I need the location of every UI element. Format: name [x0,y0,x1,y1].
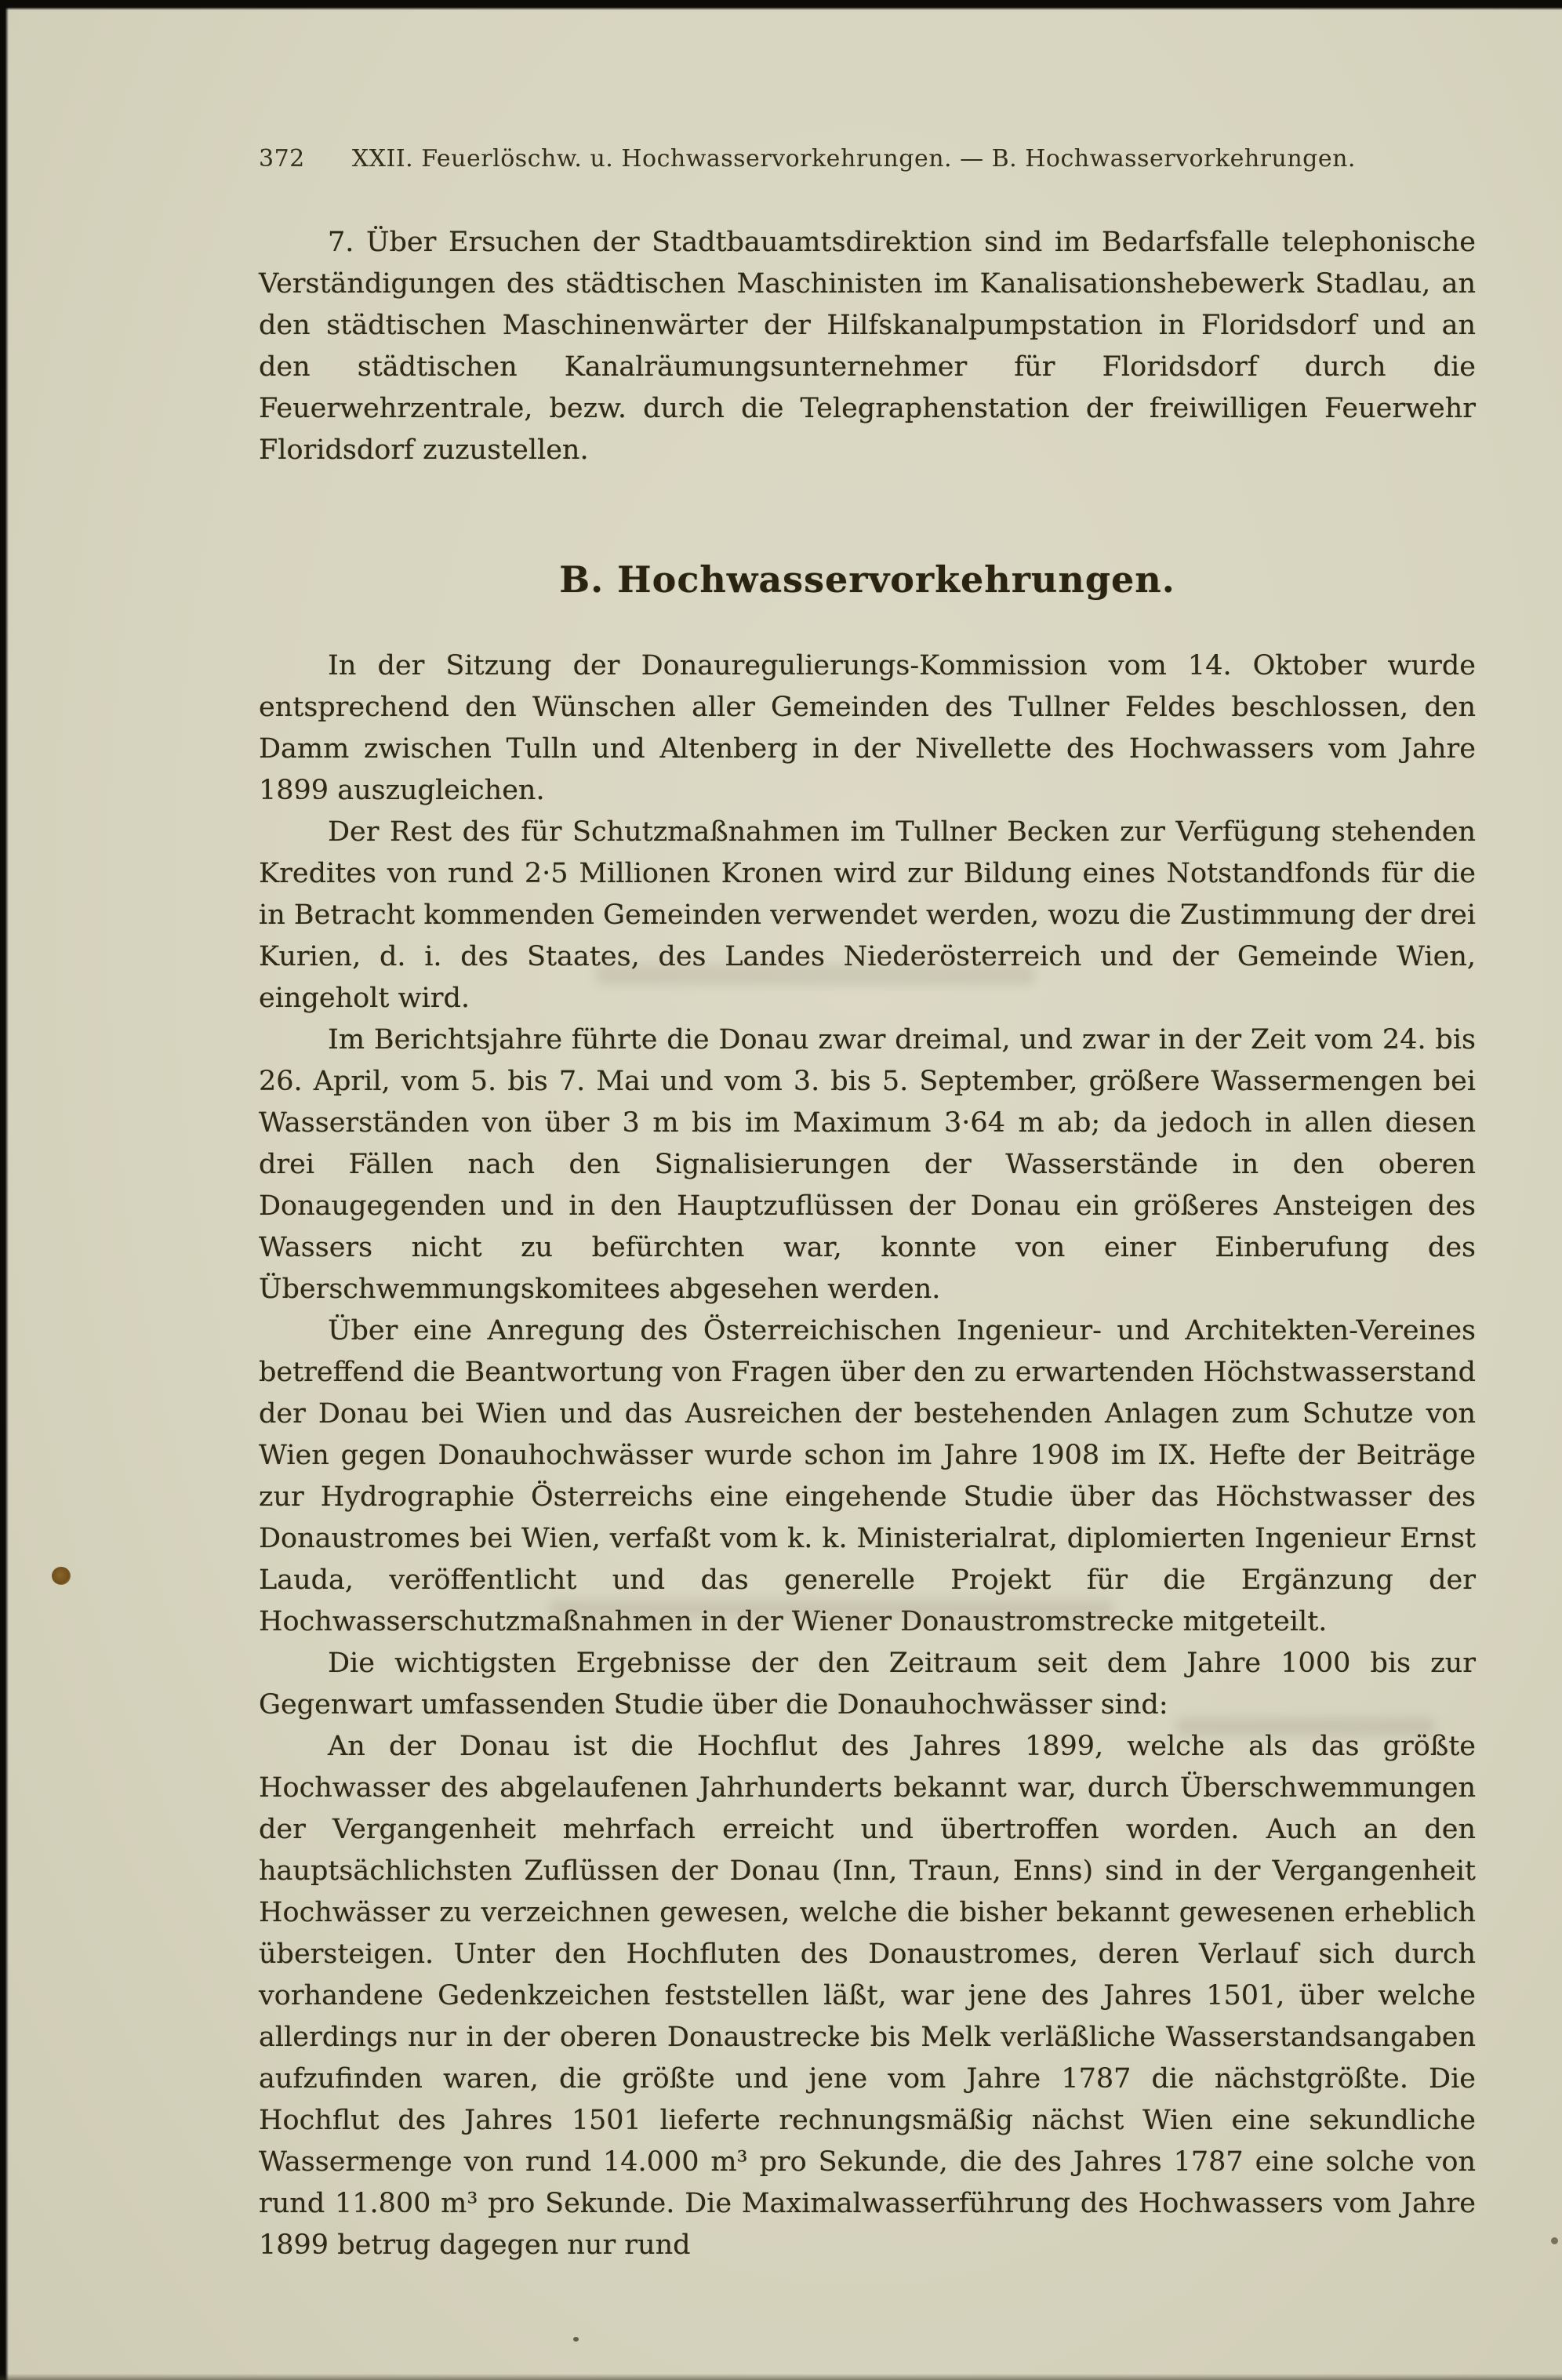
section-heading-hochwasservorkehrungen: B. Hochwasservorkehrungen. [559,558,1175,601]
page-number: 372 [259,145,305,173]
paragraph-ingenieur-verein-studie: Über eine Anregung des Österreichischen Ingenieur- und Architekten-Vereines betreffend die Beantwortung von Fragen über den zu erwartenden Höchstwasserstand der Donau bei Wien und das Ausreichen der bestehenden Anlagen zum Schutze von Wien gegen Donauhochwässer wurde schon im Jahre 1908 im IX. Hefte der Beiträge zur Hydrographie Österreichs eine eingehende Studie über das Höchstwasser des Donaustromes bei Wien, verfaßt vom k. k. Ministerialrat, diplomierten Ingenieur Ernst Lauda, veröffentlicht und das generelle Projekt für die Ergänzung der Hochwasserschutzmaßnahmen in der Wiener Donaustromstrecke mitgeteilt. [259,1315,1476,1637]
paper-speck [1551,2237,1558,2244]
paragraph-berichtsjahr-wasserstaende: Im Berichtsjahre führte die Donau zwar dreimal, und zwar in der Zeit vom 24. bis 26. April, vom 5. bis 7. Mai und vom 3. bis 5. September, größere Wassermengen bei Wasserständen von über 3 m bis im Maximum 3·64 m ab; da jedoch in allen diesen drei Fällen nach den Signalisierungen der Wasserstände in den oberen Donaugegenden und in den Hauptzuflüssen der Donau ein größeres Ansteigen des Wassers nicht zu befürchten war, konnte von einer Einberufung des Überschwemmungskomitees abgesehen werden. [259,1024,1476,1305]
paper-speck [573,2337,579,2342]
paragraph-fire-brigade-notice: 7. Über Ersuchen der Stadtbauamtsdirektion sind im Bedarfsfalle telephonische Verständigungen des städtischen Maschinisten im Kanalisationshebewerk Stadlau, an den städtischen Maschinenwärter der Hilfskanalpumpstation in Floridsdorf und an den städtischen Kanalräumungsunternehmer für Floridsdorf durch die Feuerwehrzentrale, bezw. durch die Telegraphenstation der freiwilligen Feuerwehr Floridsdorf zuzustellen. [259,227,1476,466]
scan-edge-left [0,0,9,2380]
scan-edge-bottom [0,2374,1562,2380]
paragraph-notstandfonds-kredit: Der Rest des für Schutzmaßnahmen im Tullner Becken zur Verfügung stehenden Kredites von rund 2·5 Millionen Kronen wird zur Bildung eines Notstandfonds für die in Betracht kommenden Gemeinden verwendet werden, wozu die Zustimmung der drei Kurien, d. i. des Staates, des Landes Niederösterreich und der Gemeinde Wien, eingeholt wird. [259,816,1476,1014]
page-content [259,144,1476,2266]
scan-edge-top [0,0,1562,10]
paragraph-studie-ergebnisse-intro: Die wichtigsten Ergebnisse der den Zeitraum seit dem Jahre 1000 bis zur Gegenwart umfassenden Studie über die Donauhochwässer sind: [259,1648,1476,1721]
paragraph-donauregulierung-sitzung: In der Sitzung der Donauregulierungs-Kommission vom 14. Oktober wurde entsprechend den Wünschen aller Gemeinden des Tullner Feldes beschlossen, den Damm zwischen Tulln und Altenberg in der Nivellette des Hochwassers vom Jahre 1899 auszugleichen. [259,650,1476,806]
running-header-title: XXII. Feuerlöschw. u. Hochwasservorkehrungen. — B. Hochwasservorkehrungen. [351,145,1356,173]
running-header [259,144,1476,175]
paper-stain-spot [52,1567,71,1585]
paragraph-hochfluten-geschichte: An der Donau ist die Hochflut des Jahres 1899, welche als das größte Hochwasser des abgelaufenen Jahrhunderts bekannt war, durch Überschwemmungen der Vergangenheit mehrfach erreicht und übertroffen worden. Auch an den hauptsächlichsten Zuflüssen der Donau (Inn, Traun, Enns) sind in der Vergangenheit Hochwässer zu verzeichnen gewesen, welche die bisher bekannt gewesenen erheblich übersteigen. Unter den Hochfluten des Donaustromes, deren Verlauf sich durch vorhandene Gedenkzeichen feststellen läßt, war jene des Jahres 1501, über welche allerdings nur in der oberen Donaustrecke bis Melk verläßliche Wasserstandsangaben aufzufinden waren, die größte und jene vom Jahre 1787 die nächstgrößte. Die Hochflut des Jahres 1501 lieferte rechnungsmäßig nächst Wien eine sekundliche Wassermenge von rund 14.000 m³ pro Sekunde, die des Jahres 1787 eine solche von rund 11.800 m³ pro Sekunde. Die Maximalwasserführung des Hochwassers vom Jahre 1899 betrug dagegen nur rund [259,1731,1476,2261]
body-text-block [259,222,1476,2266]
